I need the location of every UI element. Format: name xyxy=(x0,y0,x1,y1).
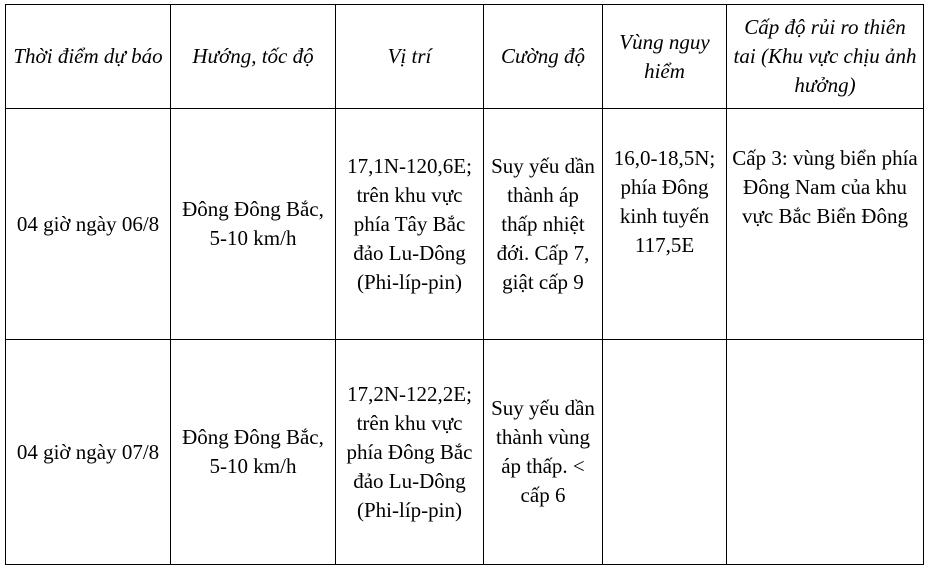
cell-time: 04 giờ ngày 07/8 xyxy=(6,340,171,565)
table-row xyxy=(6,109,924,340)
header-danger-zone: Vùng nguy hiểm xyxy=(603,5,727,109)
header-risk-level: Cấp độ rủi ro thiên tai (Khu vực chịu ảnh hưởng) xyxy=(727,5,924,109)
header-direction-speed: Hướng, tốc độ xyxy=(171,5,336,109)
cell-danger-zone xyxy=(603,340,727,565)
forecast-table xyxy=(5,4,924,565)
cell-time: 04 giờ ngày 06/8 xyxy=(6,109,171,340)
cell-position: 17,2N-122,2E; trên khu vực phía Đông Bắc đảo Lu-Dông (Phi-líp-pin) xyxy=(336,340,484,565)
cell-intensity: Suy yếu dần thành vùng áp thấp. < cấp 6 xyxy=(484,340,603,565)
table-header-row xyxy=(6,5,924,109)
cell-position: 17,1N-120,6E; trên khu vực phía Tây Bắc đảo Lu-Dông (Phi-líp-pin) xyxy=(336,109,484,340)
table-row xyxy=(6,340,924,565)
cell-risk-level xyxy=(727,340,924,565)
header-position: Vị trí xyxy=(336,5,484,109)
cell-direction-speed: Đông Đông Bắc, 5-10 km/h xyxy=(171,340,336,565)
cell-risk-level: Cấp 3: vùng biển phía Đông Nam của khu vực Bắc Biển Đông xyxy=(727,109,924,340)
header-forecast-time: Thời điểm dự báo xyxy=(6,5,171,109)
cell-intensity: Suy yếu dần thành áp thấp nhiệt đới. Cấp 7, giật cấp 9 xyxy=(484,109,603,340)
cell-direction-speed: Đông Đông Bắc, 5-10 km/h xyxy=(171,109,336,340)
header-intensity: Cường độ xyxy=(484,5,603,109)
cell-danger-zone: 16,0-18,5N; phía Đông kinh tuyến 117,5E xyxy=(603,109,727,340)
